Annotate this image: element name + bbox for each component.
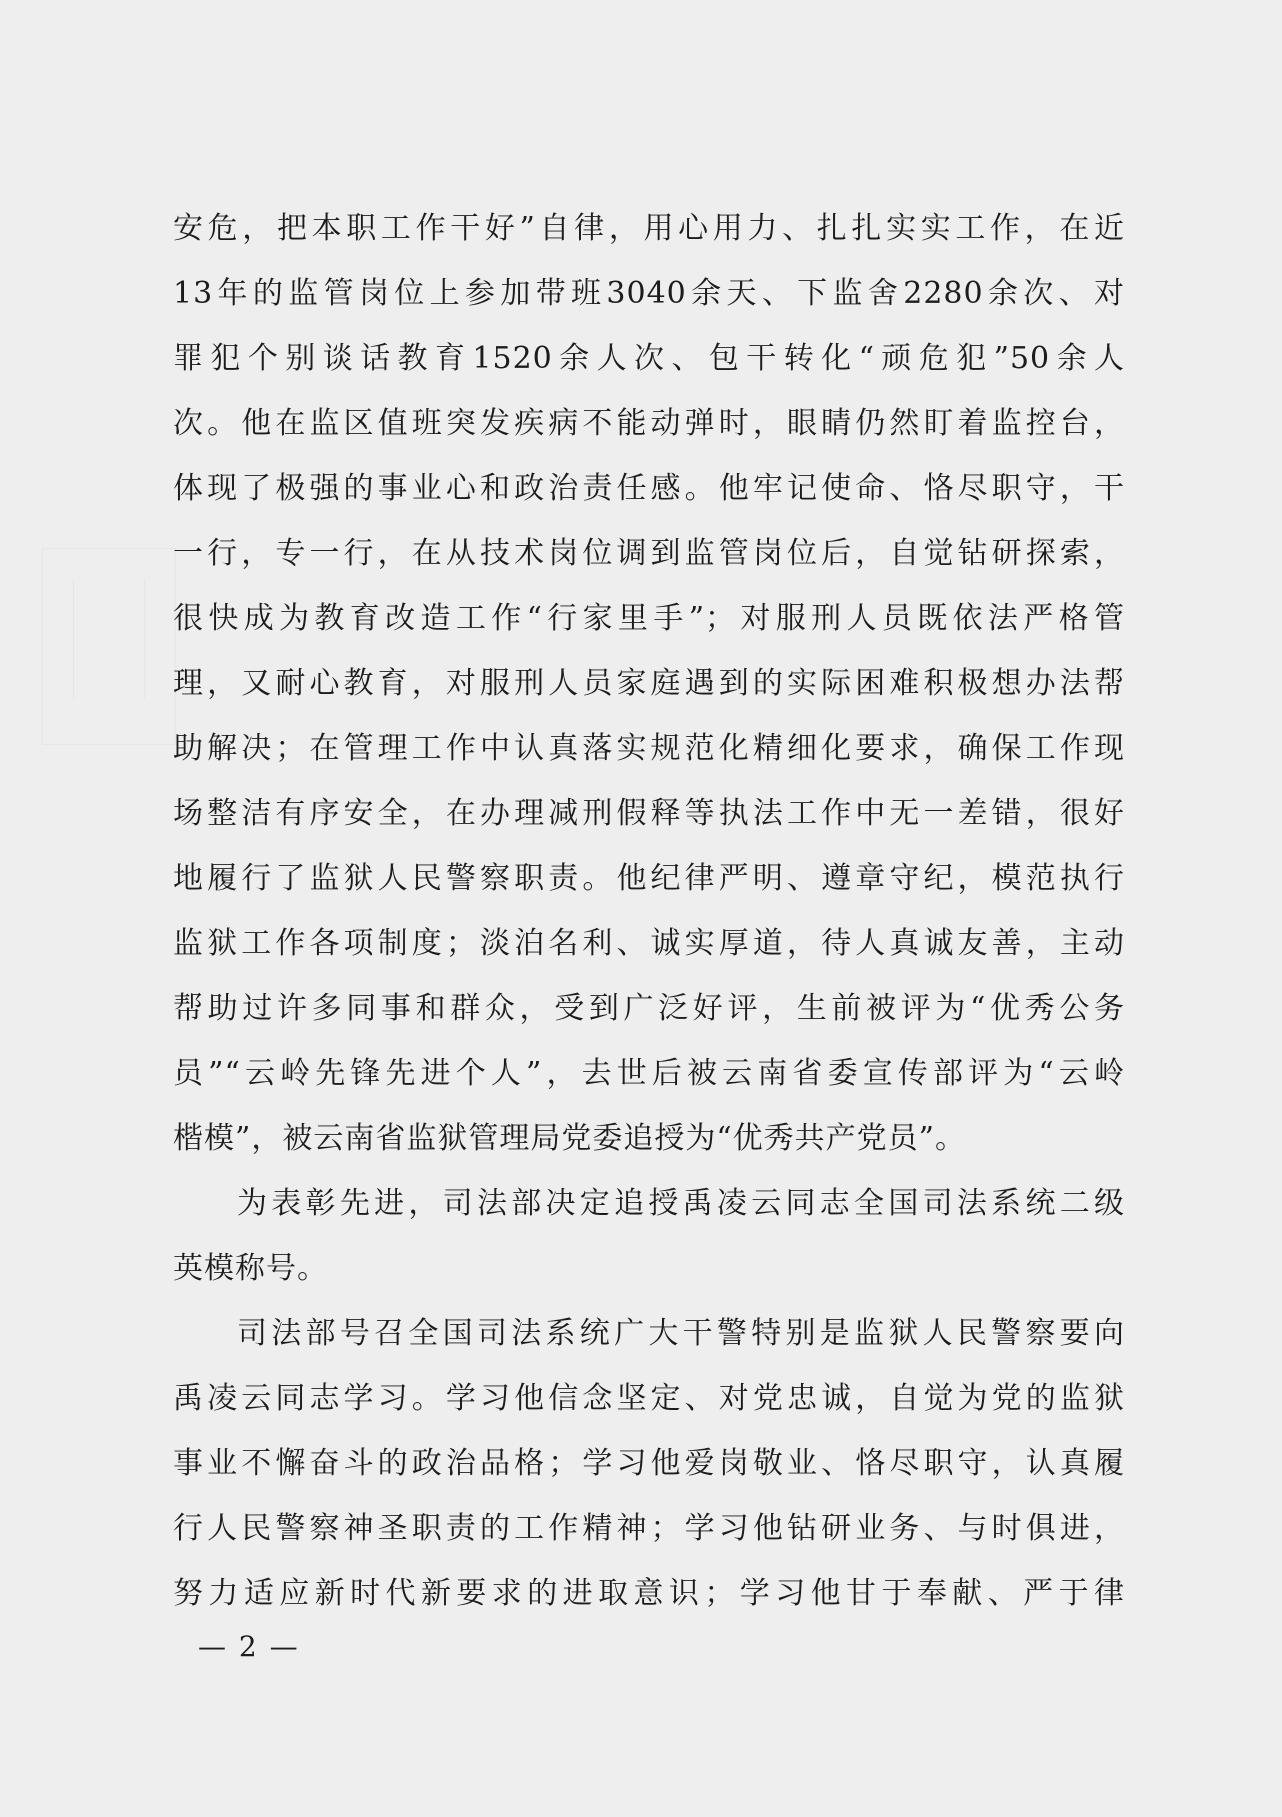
text-line-22: 努力适应新时代新要求的进取意识；学习他甘于奉献、严于律	[173, 1576, 1125, 1611]
text-line-11: 地履行了监狱人民警察职责。他纪律严明、遵章守纪，模范执行	[173, 861, 1125, 896]
text-line-18: 司法部号召全国司法系统广大干警特别是监狱人民警察要向	[237, 1316, 1125, 1351]
text-line-14: 员”“云岭先锋先进个人”，去世后被云南省委宣传部评为“云岭	[173, 1056, 1125, 1091]
text-line-13: 帮助过许多同事和群众，受到广泛好评，生前被评为“优秀公务	[173, 991, 1125, 1026]
text-line-7: 很快成为教育改造工作“行家里手”；对服刑人员既依法严格管	[173, 601, 1125, 636]
text-line-21: 行人民警察神圣职责的工作精神；学习他钻研业务、与时俱进，	[173, 1511, 1125, 1546]
text-line-2: 13年的监管岗位上参加带班3040余天、下监舍2280余次、对	[173, 276, 1125, 311]
text-line-10: 场整洁有序安全，在办理减刑假释等执法工作中无一差错，很好	[173, 796, 1125, 831]
document-body	[173, 196, 1125, 1626]
text-line-19: 禹凌云同志学习。学习他信念坚定、对党忠诚，自觉为党的监狱	[173, 1381, 1125, 1416]
text-line-15: 楷模”，被云南省监狱管理局党委追授为“优秀共产党员”。	[173, 1121, 967, 1156]
faint-stamp-mark	[42, 548, 176, 745]
text-line-6: 一行，专一行，在从技术岗位调到监管岗位后，自觉钻研探索，	[173, 536, 1125, 571]
text-line-16: 为表彰先进，司法部决定追授禹凌云同志全国司法系统二级	[237, 1186, 1125, 1221]
text-line-12: 监狱工作各项制度；淡泊名利、诚实厚道，待人真诚友善，主动	[173, 926, 1125, 961]
text-line-1: 安危，把本职工作干好”自律，用心用力、扎扎实实工作，在近	[173, 211, 1125, 246]
text-line-9: 助解决；在管理工作中认真落实规范化精细化要求，确保工作现	[173, 731, 1125, 766]
text-line-17: 英模称号。	[173, 1251, 328, 1286]
text-line-5: 体现了极强的事业心和政治责任感。他牢记使命、恪尽职守，干	[173, 471, 1125, 506]
text-line-3: 罪犯个别谈话教育1520余人次、包干转化“顽危犯”50余人	[173, 341, 1125, 376]
text-line-4: 次。他在监区值班突发疾病不能动弹时，眼睛仍然盯着监控台，	[173, 406, 1125, 441]
text-line-8: 理，又耐心教育，对服刑人员家庭遇到的实际困难积极想办法帮	[173, 666, 1125, 701]
text-line-20: 事业不懈奋斗的政治品格；学习他爱岗敬业、恪尽职守，认真履	[173, 1446, 1125, 1481]
page-number: — 2 —	[198, 1630, 300, 1663]
